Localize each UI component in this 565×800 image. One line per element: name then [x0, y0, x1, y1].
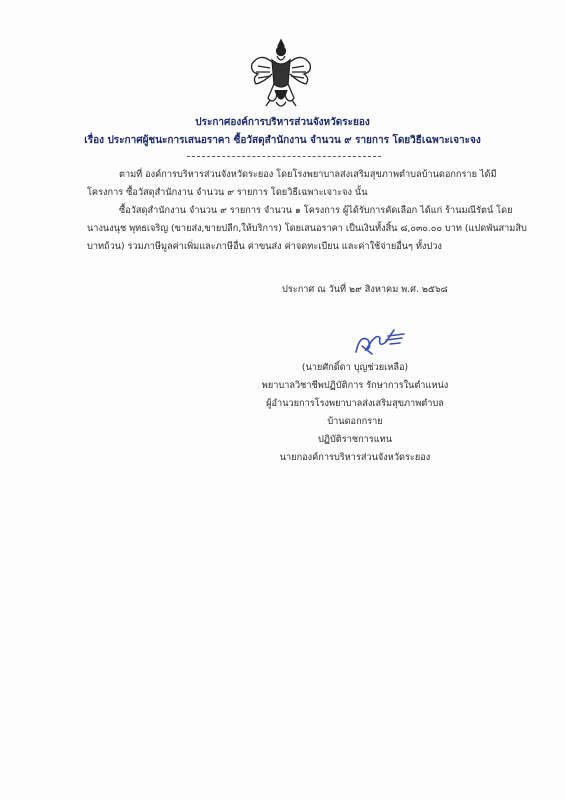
signatory-position-3: บ้านดอกกราย	[327, 416, 383, 427]
paragraph-1-line-2: โครงการ ซื้อวัสดุสำนักงาน จำนวน ๙ รายการ โดยวิธีเฉพาะเจาะจง นั้น	[87, 187, 368, 198]
handwritten-signature	[350, 324, 410, 358]
signatory-position-1: พยาบาลวิชาชีพปฏิบัติการ รักษาการในตำแหน่ง	[261, 380, 449, 391]
divider-line	[187, 156, 381, 157]
garuda-emblem-icon	[248, 38, 314, 112]
paragraph-2-line-1: ซื้อวัสดุสำนักงาน จำนวน ๙ รายการ จำนวน ๑ โครงการ ผู้ได้รับการคัดเลือก ได้แก่ ร้านมณีรัตน์ โดย	[119, 205, 513, 216]
paragraph-1-line-1: ตามที่ องค์การบริหารส่วนจังหวัดระยอง โดยโรงพยาบาลส่งเสริมสุขภาพตำบลบ้านดอกกราย ได้มี	[119, 169, 497, 180]
paragraph-2-line-3: บาทถ้วน) รวมภาษีมูลค่าเพิ่มและภาษีอื่น ค่าขนส่ง ค่าจดทะเบียน และค่าใช้จ่ายอื่นๆ ทั้งปวง	[87, 241, 442, 252]
announcement-title: ประกาศองค์การบริหารส่วนจังหวัดระยอง	[195, 117, 370, 128]
signatory-name: (นายศักดิ์ดา บุญช่วยเหลือ)	[301, 362, 409, 373]
signatory-position-2: ผู้อำนวยการโรงพยาบาลส่งเสริมสุขภาพตำบล	[266, 398, 444, 409]
announcement-subject: เรื่อง ประกาศผู้ชนะการเสนอราคา ซื้อวัสดุสำนักงาน จำนวน ๙ รายการ โดยวิธีเฉพาะเจาะจง	[84, 135, 481, 146]
signatory-position-5: นายกองค์การบริหารส่วนจังหวัดระยอง	[279, 452, 431, 463]
signatory-position-4: ปฏิบัติราชการแทน	[317, 434, 393, 445]
paragraph-2-line-2: นางนงนุช พุทธเจริญ (ขายส่ง,ขายปลีก,ให้บริการ) โดยเสนอราคา เป็นเงินทั้งสิ้น ๘,๐๓๐.๐๐ บาท (แปดพันสามสิบ	[87, 223, 527, 234]
announce-date: ประกาศ ณ วันที่ ๒๙ สิงหาคม พ.ศ. ๒๕๖๘	[282, 284, 448, 295]
